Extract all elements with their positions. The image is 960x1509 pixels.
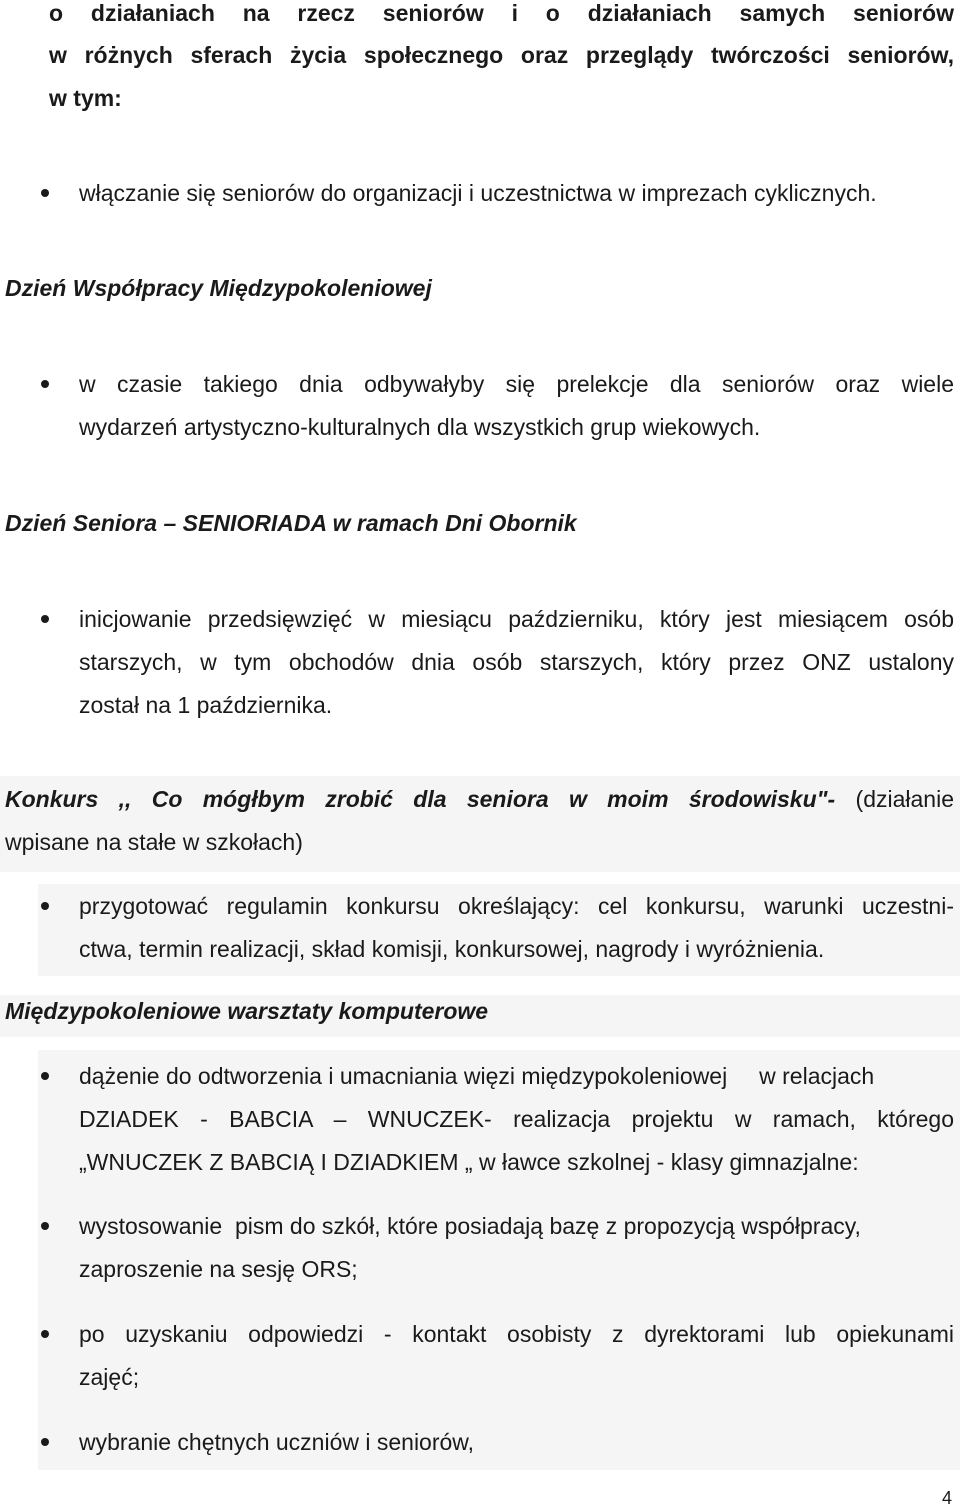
section2-heading: Dzień Współpracy Międzypokoleniowej [5, 275, 432, 301]
section5-bullet4-line-1: wybranie chętnych uczniów i seniorów, [79, 1429, 475, 1455]
section3-bullet-line-2: starszych, w tym obchodów dnia osób starszych, który przez ONZ ustalony [79, 649, 954, 675]
section4-bullet-line-1: przygotować regulamin konkursu określający: cel konkursu, warunki uczestni- [79, 893, 954, 919]
page-number: 4 [941, 1488, 952, 1508]
bullet-icon [41, 1222, 49, 1230]
section5-bullet3-line-2: zajęć; [79, 1364, 140, 1390]
section4-heading-note: (działanie [835, 786, 954, 812]
section5-heading: Międzypokoleniowe warsztaty komputerowe [5, 998, 489, 1024]
section3-bullet-line-3: został na 1 października. [79, 692, 333, 718]
section4-heading [5, 786, 954, 813]
section2-bullet-line-1: w czasie takiego dnia odbywałyby się prelekcje dla seniorów oraz wiele [79, 371, 954, 397]
section1-bullet-1: włączanie się seniorów do organizacji i uczestnictwa w imprezach cyklicznych. [79, 180, 877, 206]
section5-bullet2-line-1: wystosowanie pism do szkół, które posiadają bazę z propozycją współpracy, [79, 1213, 861, 1239]
section2-bullet-line-2: wydarzeń artystyczno-kulturalnych dla wszystkich grup wiekowych. [79, 414, 761, 440]
bullet-icon [41, 189, 49, 197]
section5-bullet2-line-2: zaproszenie na sesję ORS; [79, 1256, 358, 1282]
section5-bullet1-line-1: dążenie do odtworzenia i umacniania więzi międzypokoleniowej w relacjach [79, 1063, 875, 1089]
section5-bullet1-line-3: „WNUCZEK Z BABCIĄ I DZIADKIEM „ w ławce szkolnej - klasy gimnazjalne: [79, 1149, 859, 1175]
section4-heading-line-2: wpisane na stałe w szkołach) [5, 829, 303, 855]
section3-bullet-line-1: inicjowanie przedsięwzięć w miesiącu październiku, który jest miesiącem osób [79, 606, 954, 632]
intro-line-1: o działaniach na rzecz seniorów i o działaniach samych seniorów [49, 0, 954, 26]
bullet-icon [41, 1330, 49, 1338]
bullet-icon [41, 902, 49, 910]
bullet-icon [41, 1438, 49, 1446]
intro-line-3: w tym: [49, 85, 122, 111]
section5-bullet3-line-1: po uzyskaniu odpowiedzi - kontakt osobisty z dyrektorami lub opiekunami [79, 1321, 954, 1347]
bullet-icon [41, 1072, 49, 1080]
bullet-icon [41, 380, 49, 388]
bullet-icon [41, 615, 49, 623]
section5-bullet1-line-2: DZIADEK - BABCIA – WNUCZEK- realizacja projektu w ramach, którego [79, 1106, 954, 1132]
section3-heading: Dzień Seniora – SENIORIADA w ramach Dni Obornik [5, 510, 577, 536]
section4-bullet-line-2: ctwa, termin realizacji, skład komisji, konkursowej, nagrody i wyróżnienia. [79, 936, 825, 962]
section4-heading-title: Konkurs ,, Co mógłbym zrobić dla seniora w moim środowisku"- [5, 786, 836, 812]
intro-line-2: w różnych sferach życia społecznego oraz przeglądy twórczości seniorów, [49, 42, 954, 68]
